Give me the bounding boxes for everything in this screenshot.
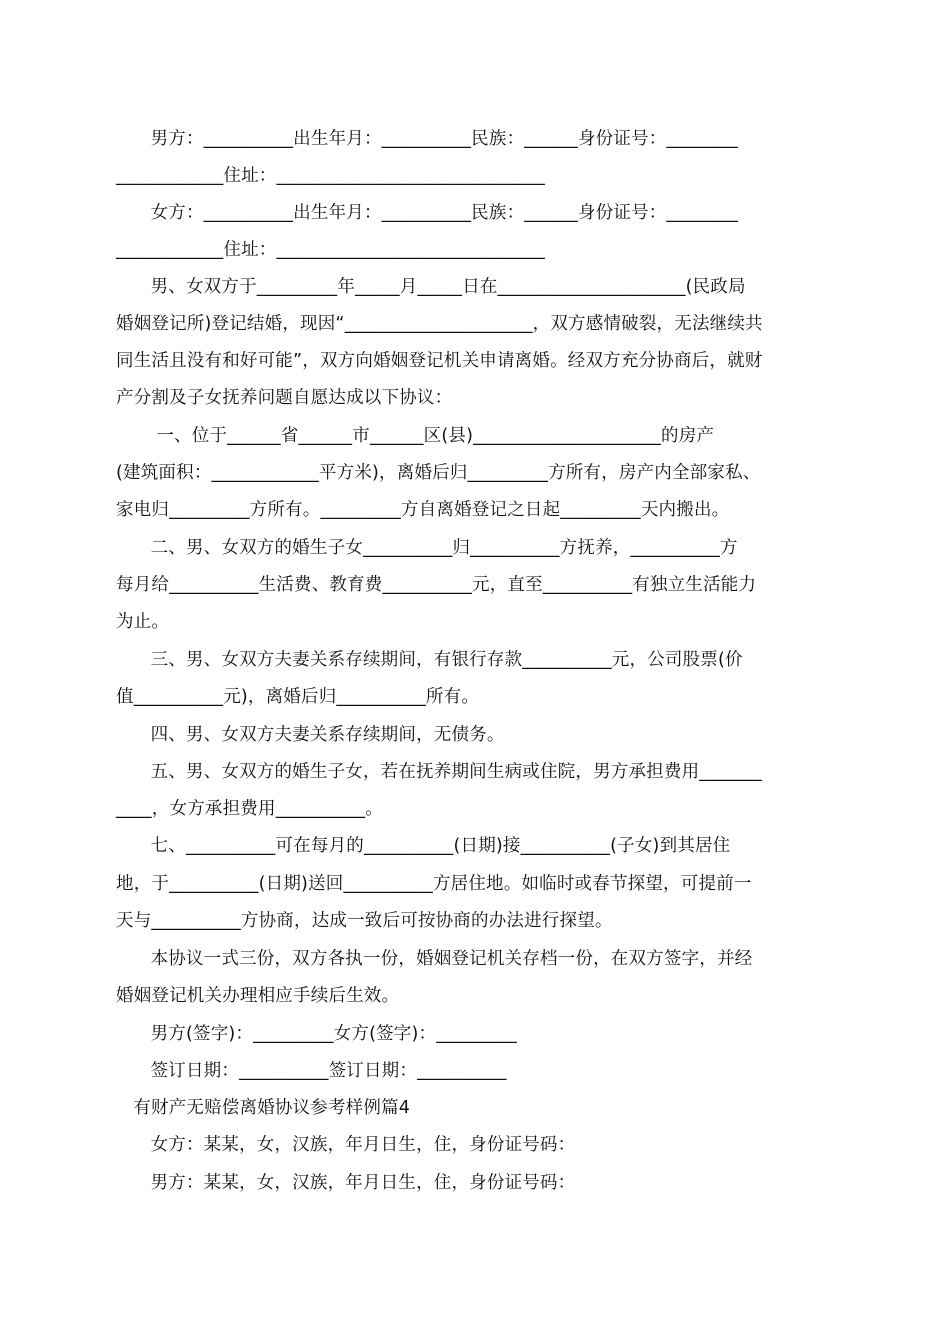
text-line-agreement-intro: 产分割及子女抚养问题自愿达成以下协议：: [116, 388, 453, 408]
text-line-clause-3-b: 值__________元)，离婚后归__________所有。: [116, 687, 480, 707]
text-line-husband-address: ____________住址：______________________________: [116, 166, 545, 186]
text-line-clause-7-b: 地，于__________(日期)送回__________方居住地。如临时或春节探望，可提前一: [116, 874, 752, 894]
text-line-copies-a: 本协议一式三份，双方各执一份，婚姻登记机关存档一份，在双方签字，并经: [116, 949, 753, 969]
text-line-clause-7-c: 天与__________方协商，达成一致后可按协商的办法进行探望。: [116, 911, 613, 931]
text-line-clause-2-a: 二、男、女双方的婚生子女__________归__________方抚养，__________方: [116, 538, 738, 558]
text-line-clause-1-b: (建筑面积：____________平方米)，离婚后归_________方所有，房产内全部家私、: [116, 463, 761, 483]
text-line-divorce-application: 同生活且没有和好可能”，双方向婚姻登记机关申请离婚。经双方充分协商后，就财: [116, 351, 763, 371]
text-line-copies-b: 婚姻登记机关办理相应手续后生效。: [116, 986, 400, 1006]
section-title-sample-4: 有财产无赔偿离婚协议参考样例篇4: [116, 1098, 411, 1118]
text-line-clause-4: 四、男、女双方夫妻关系存续期间，无债务。: [116, 725, 505, 745]
text-line-signatures: 男方(签字)：_________女方(签字)：_________: [116, 1024, 517, 1044]
text-line-wife-info: 女方：__________出生年月：__________民族：______身份证号：________: [116, 203, 739, 223]
text-line-clause-2-c: 为止。: [116, 612, 170, 632]
text-line-wife-details: 女方：某某，女，汉族，年月日生，住，身份证号码：: [116, 1135, 576, 1155]
text-line-wife-address: ____________住址：______________________________: [116, 240, 545, 260]
text-line-husband-info: 男方：__________出生年月：__________民族：______身份证号：________: [116, 129, 739, 149]
text-line-sign-dates: 签订日期：__________签订日期：__________: [116, 1061, 507, 1081]
text-line-husband-details: 男方：某某，女，汉族，年月日生，住，身份证号码：: [116, 1173, 576, 1193]
text-line-marriage-date: 男、女双方于_________年_____月_____日在_____________________(民政局: [116, 277, 746, 297]
text-line-clause-7-a: 七、__________可在每月的__________(日期)接__________(子女)到其居住: [116, 836, 731, 856]
text-line-marriage-reason: 婚姻登记所)登记结婚，现因“_____________________，双方感情破裂，无法继续共: [116, 314, 763, 334]
text-line-clause-5-b: ____，女方承担费用__________。: [116, 799, 383, 819]
text-line-clause-2-b: 每月给__________生活费、教育费__________元，直至__________有独立生活能力: [116, 575, 757, 595]
text-line-clause-1-c: 家电归_________方所有。_________方自离婚登记之日起_________天内搬出。: [116, 500, 730, 520]
text-line-clause-3-a: 三、男、女双方夫妻关系存续期间，有银行存款__________元，公司股票(价: [116, 650, 743, 670]
text-line-clause-5-a: 五、男、女双方的婚生子女，若在抚养期间生病或住院，男方承担费用_______: [116, 762, 762, 782]
text-line-clause-1-a: 一、位于______省______市______区(县)_____________________的房产: [116, 426, 715, 446]
